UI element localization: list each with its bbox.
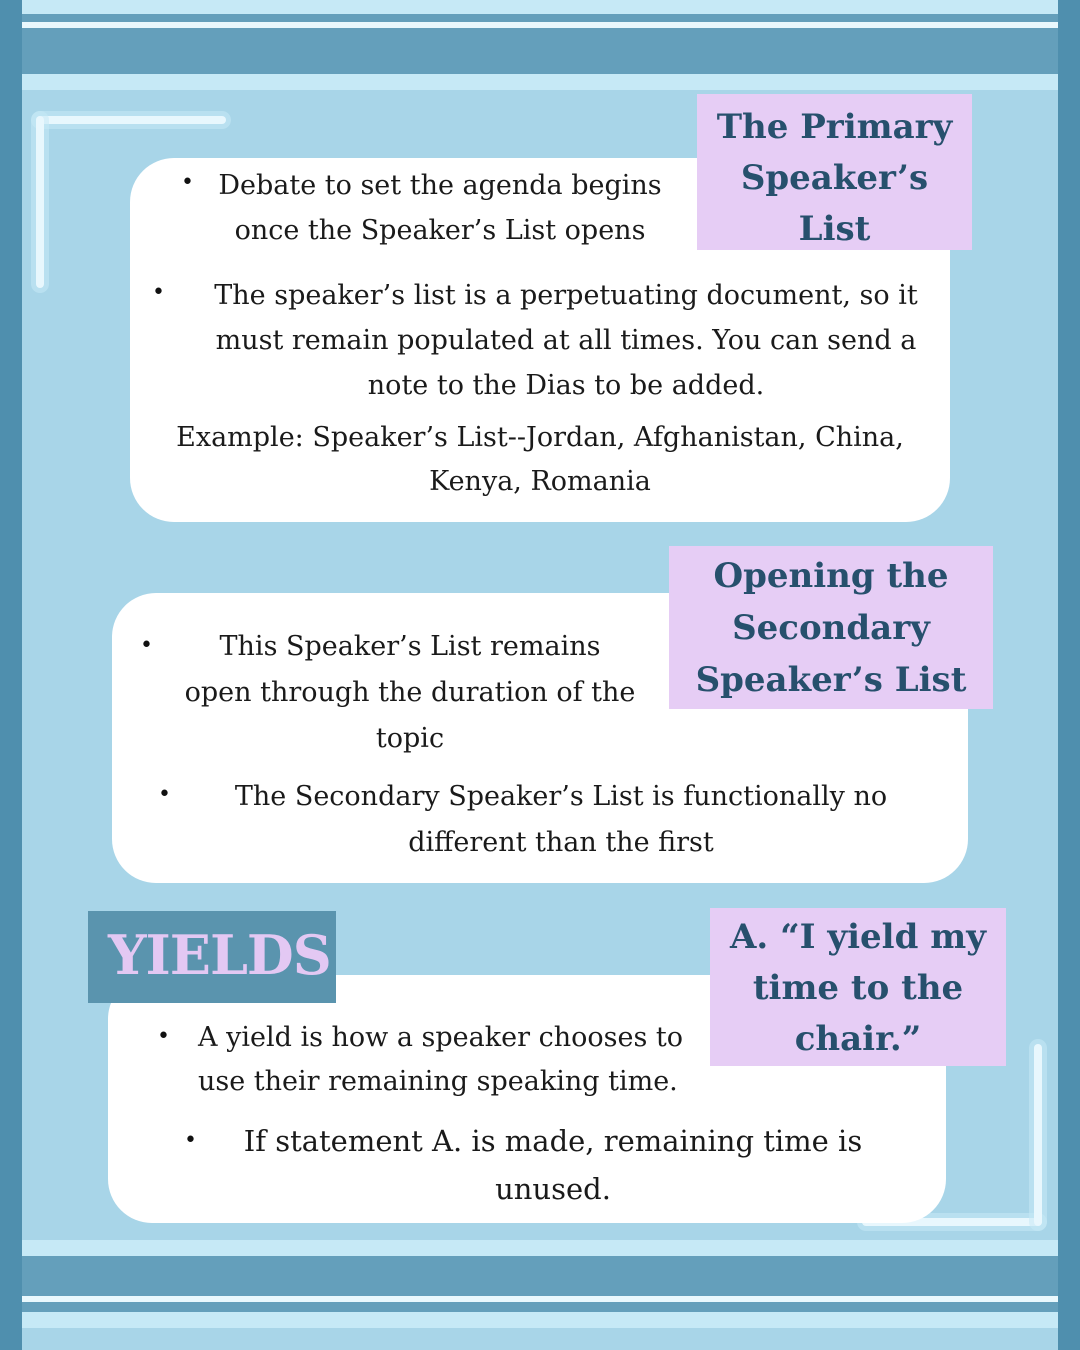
bullet-icon: •: [157, 1024, 170, 1049]
secondary-bullet-2-text: The Secondary Speaker’s List is functionally no different than the first: [234, 781, 888, 858]
bottom-stripe-light-top: [22, 1240, 1058, 1256]
primary-example-text: Example: Speaker’s List--Jordan, Afghanistan, China, Kenya, Romania: [176, 422, 904, 497]
primary-bullet-2-text: The speaker’s list is a perpetuating document, so it must remain populated at all times. You can send a note to the Dias to be added.: [214, 280, 918, 401]
corner-bracket-bottom-vertical: [1034, 1044, 1042, 1226]
bullet-icon: •: [140, 633, 153, 658]
primary-speakers-list-title: The Primary Speaker’s List: [716, 107, 953, 249]
bullet-icon: •: [152, 280, 165, 305]
bullet-icon: •: [184, 1128, 197, 1153]
yields-bullet-2-text: If statement A. is made, remaining time is unused.: [243, 1124, 863, 1206]
corner-bracket-top-horizontal: [36, 116, 226, 124]
secondary-speakers-list-tag: [669, 546, 993, 709]
secondary-speakers-list-title: Opening the Secondary Speaker’s List: [695, 556, 967, 700]
bullet-icon: •: [158, 782, 171, 807]
yield-statement-text: A. “I yield my time to the chair.”: [730, 917, 986, 1059]
bullet-icon: •: [181, 170, 194, 195]
yield-statement-tag: [710, 908, 1006, 1066]
corner-bracket-top-vertical: [36, 116, 44, 288]
top-stripe-light: [22, 0, 1058, 14]
primary-speakers-list-tag: [697, 94, 972, 250]
yields-heading-box: [88, 911, 336, 1003]
primary-bullet-1-text: Debate to set the agenda begins once the Speaker’s List opens: [218, 170, 662, 246]
yields-heading: YIELDS: [108, 923, 331, 987]
bottom-stripe-light-lower: [22, 1312, 1058, 1328]
top-stripe-light-bottom: [22, 74, 1058, 90]
secondary-bullet-1-text: This Speaker’s List remains open through the duration of the topic: [184, 631, 636, 754]
bottom-stripe-white-line: [22, 1296, 1058, 1302]
yields-bullet-1-text: A yield is how a speaker chooses to use their remaining speaking time.: [198, 1022, 683, 1097]
top-stripe-white-line: [22, 22, 1058, 28]
